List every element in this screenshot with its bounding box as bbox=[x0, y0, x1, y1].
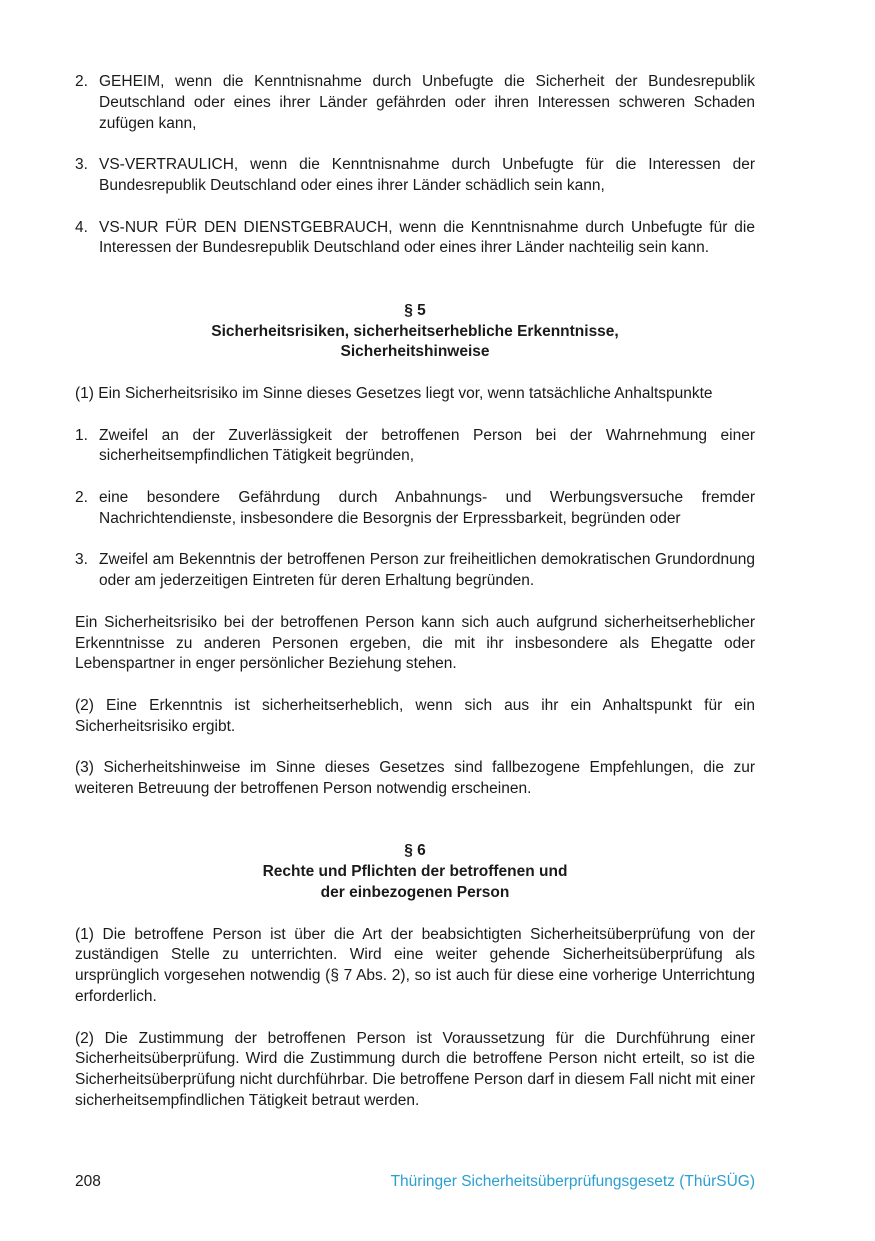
section-title-line: Sicherheitshinweise bbox=[340, 343, 490, 361]
list-item bbox=[75, 550, 755, 592]
list-text: Zweifel an der Zuverlässigkeit der betroffenen Person bei der Wahrnehmung einer sicherheitsempfindlichen Tätigkeit begründen, bbox=[99, 426, 755, 465]
list-number: 3. bbox=[75, 551, 88, 569]
list-number: 4. bbox=[75, 218, 88, 236]
section-number: § 5 bbox=[404, 301, 426, 319]
list-text: VS-VERTRAULICH, wenn die Kenntnisnahme durch Unbefugte für die Interessen der Bundesrepublik Deutschland oder eines ihrer Länder schädlich sein kann, bbox=[99, 156, 755, 194]
list-text: eine besondere Gefährdung durch Anbahnungs- und Werbungsversuche fremder Nachrichtendienste, insbesondere die Besorgnis der Erpressbarkeit, begründen oder bbox=[99, 488, 755, 527]
list-text: Zweifel am Bekenntnis der betroffenen Person zur freiheitlichen demokratischen Grundordnung oder am jederzeitigen Eintreten für deren Erhaltung begründen. bbox=[99, 551, 755, 590]
page-number: 208 bbox=[75, 1173, 101, 1190]
section-title-line: Rechte und Pflichten der betroffenen und bbox=[262, 863, 568, 881]
section-5-paragraph: Ein Sicherheitsrisiko bei der betroffenen Person kann sich auch aufgrund sicherheitserheblicher Erkenntnisse zu anderen Personen ergeben, die mit ihr insbesondere als Ehegatte oder Lebenspartner in enger persönlicher Beziehung stehen. bbox=[75, 613, 755, 673]
list-text: GEHEIM, wenn die Kenntnisnahme durch Unbefugte die Sicherheit der Bundesrepublik Deutschland oder eines ihrer Länder gefährden oder ihren Interessen schweren Schaden zufügen kann, bbox=[99, 73, 755, 132]
list-item bbox=[75, 218, 755, 260]
section-5-intro: (1) Ein Sicherheitsrisiko im Sinne dieses Gesetzes liegt vor, wenn tatsächliche Anhaltspunkte bbox=[75, 384, 713, 402]
list-text: VS-NUR FÜR DEN DIENSTGEBRAUCH, wenn die Kenntnisnahme durch Unbefugte für die Interessen der Bundesrepublik Deutschland oder eines ihrer Länder nachteilig sein kann. bbox=[99, 218, 755, 257]
list-number: 2. bbox=[75, 73, 88, 90]
list-item bbox=[75, 488, 755, 530]
list-item bbox=[75, 426, 755, 468]
list-number: 3. bbox=[75, 156, 88, 174]
list-number: 1. bbox=[75, 426, 88, 444]
list-item bbox=[75, 72, 755, 134]
section-6-paragraph-2: (2) Die Zustimmung der betroffenen Person ist Voraussetzung für die Durchführung einer Sicherheitsüberprüfung. Wird die Zustimmung durch die betroffene Person nicht erteilt, so ist die Sicherheitsüberprüfung nicht durchführbar. Die betroffene Person darf in diesem Fall nicht mit einer sicherheitsempfindlichen Tätigkeit betraut werden. bbox=[75, 1029, 755, 1110]
section-title-line: Sicherheitsrisiken, sicherheitserhebliche Erkenntnisse, bbox=[211, 322, 619, 340]
list-number: 2. bbox=[75, 488, 88, 506]
footer-title: Thüringer Sicherheitsüberprüfungsgesetz (ThürSÜG) bbox=[390, 1173, 755, 1190]
section-5-heading bbox=[75, 301, 755, 363]
section-5-paragraph-3: (3) Sicherheitshinweise im Sinne dieses Gesetzes sind fallbezogene Empfehlungen, die zur weiteren Betreuung der betroffenen Person notwendig erscheinen. bbox=[75, 759, 755, 798]
list-item bbox=[75, 155, 755, 197]
section-number: § 6 bbox=[404, 842, 426, 860]
section-5-paragraph-2: (2) Eine Erkenntnis ist sicherheitserheblich, wenn sich aus ihr ein Anhaltspunkt für ein Sicherheitsrisiko ergibt. bbox=[75, 696, 755, 735]
section-title-line: der einbezogenen Person bbox=[320, 884, 510, 902]
page-footer bbox=[75, 1172, 755, 1192]
document-page bbox=[75, 72, 755, 1133]
section-6-heading bbox=[75, 841, 755, 903]
section-6-paragraph-1: (1) Die betroffene Person ist über die Art der beabsichtigten Sicherheitsüberprüfung von der zuständigen Stelle zu unterrichten. Wird eine weiter gehende Sicherheitsüberprüfung als ursprünglich vorgesehen notwendig (§ 7 Abs. 2), so ist auch für diese eine vorherige Unterrichtung erforderlich. bbox=[75, 925, 755, 1006]
